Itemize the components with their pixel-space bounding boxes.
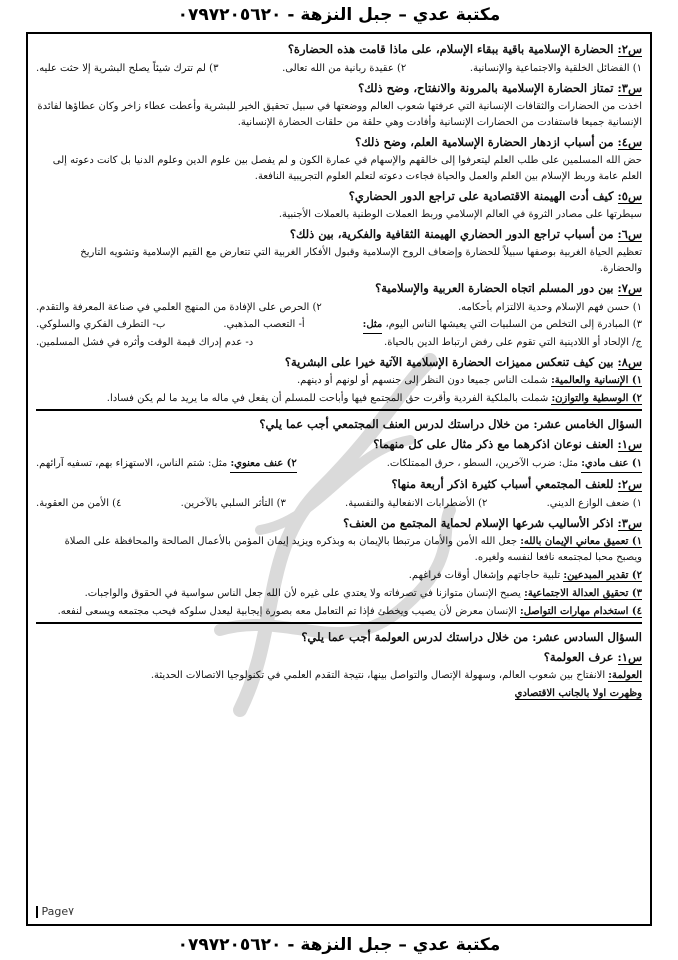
question-5: س٥: كيف أدت الهيمنة الاقتصادية على تراجع الدور الحضاري؟	[348, 189, 642, 203]
answer-q8-2: ٢) الوسطية والتوازن: شملت بالملكية الفردية وأقرت حق المجتمع فيها وأباحت للمسلم أن يفعل في ماله ما يريد ما لم يكن فسادا.	[106, 393, 642, 404]
violence-answers-q2: ١) ضعف الوازع الديني. ٢) الأضطرابات الانفعالية والنفسية. ٣) التأثر السلبي بالآخرين. ٤) الأمن من العقوبة.	[36, 498, 642, 509]
violence-answer-q3-3: ٣) تحقيق العدالة الاجتماعية: يصبح الإنسان متوازنا في تصرفاته ولا يعتدي على غيره لأن الله جعل الناس سواسية في الحقوق والواجبات.	[84, 588, 642, 599]
globalization-note: وظهرت اولا بالجانب الاقتصادي	[514, 688, 642, 699]
section-globalization	[36, 628, 642, 702]
page-number: Page٧	[36, 905, 96, 918]
section-civilization	[36, 40, 642, 411]
violence-answer-q3-1: ١) تعميق معاني الإيمان بالله: جعل الله الأمن والأمان مرتبطا بالإيمان به وبذكره ويزيد إيمان المؤمن بالأعمال الصالحة والمحافظة على الصلاة ويصبح محبا لمجتمعه نافعا لنفسه ولغيره.	[64, 536, 642, 563]
answer-q4: حض الله المسلمين على طلب العلم ليتعرفوا إلى خالقهم والإسهام في عمارة الكون و لم يفصل بين علوم الدين وعلوم الدنيا بل كانت دعوته إلى العلم عامة وربط الإسلام بين العلم والعمل والحياة فجاءت دعوته لتعلم العلوم التجريبية النافعة.	[52, 155, 642, 182]
footer-library-info: مكتبة عدي – جبل النزهة - ٠٧٩٧٢٠٥٦٢٠	[177, 935, 501, 955]
question-6: س٦: من أسباب تراجع الدور الحضاري الهيمنة الثقافية والفكرية، بين ذلك؟	[289, 227, 642, 241]
question-8: س٨: بين كيف تنعكس مميزات الحضارة الإسلامية الآتية خيرا على البشرية؟	[284, 355, 642, 369]
page-number-divider	[36, 906, 38, 918]
question-2: س٢: الحضارة الإسلامية باقية ببقاء الإسلام، على ماذا قامت هذه الحضارة؟	[287, 42, 642, 56]
question-3: س٣: تمتاز الحضارة الإسلامية بالمرونة والانفتاح، وضح ذلك؟	[358, 81, 642, 95]
header-library-info: مكتبة عدي – جبل النزهة - ٠٧٩٧٢٠٥٦٢٠	[177, 5, 501, 25]
question-4: س٤: من أسباب ازدهار الحضارة الإسلامية العلم، وضح ذلك؟	[355, 135, 642, 149]
answer-q6: تعظيم الحياة الغربية بوصفها سبيلاً للحضارة وإضعاف الروح الإسلامية وقبول الأفكار الغربية التي تتعارض مع القيم الإسلامية وتشويه التاريخ والحضارة.	[80, 247, 642, 274]
question-7: س٧: بين دور المسلم اتجاه الحضارة العربية والإسلامية؟	[375, 281, 642, 295]
answers-q7-line3: ج/ الإلحاد أو اللادينية التي تقوم على رفض ارتباط الدين بالحياة. د- عدم إدراك قيمة الوقت وأثره في فشل المسلمين.	[36, 337, 642, 348]
violence-question-1: س١: العنف نوعان اذكرهما مع ذكر مثال على كل منهما؟	[373, 437, 642, 451]
violence-answer-q3-4: ٤) استخدام مهارات التواصل: الإنسان معرض لأن يصيب ويخطئ فإذا تم التعامل معه بصورة إيجابية ليعدل سلوكه فيحب مجتمعه ويسعى لنفعه.	[57, 606, 642, 617]
section-title-globalization: السؤال السادس عشر: من خلال دراستك لدرس العولمة أجب عما يلي؟	[301, 630, 642, 644]
answer-q8-1: ١) الإنسانية والعالمية: شملت الناس جميعا دون النظر إلى جنسهم أو لونهم أو دينهم.	[296, 375, 642, 386]
answers-q7-line2: ٣) المبادرة إلى التخلص من السلبيات التي يعيشها الناس اليوم، مثل: أ- التعصب المذهبي. ب- التطرف الفكري والسلوكي.	[36, 316, 642, 334]
answers-q7-line1: ١) حسن فهم الإسلام وحدية الالتزام بأحكامه. ٢) الحرص على الإفادة من المنهج العلمي في صناعة المعرفة والتقدم.	[36, 302, 642, 313]
violence-question-3: س٣: اذكر الأساليب شرعها الإسلام لحماية المجتمع من العنف؟	[343, 516, 642, 530]
globalization-question-1: س١: عرف العولمة؟	[543, 650, 642, 664]
violence-question-2: س٢: للعنف المجتمعي أسباب كثيرة اذكر أربعة منها؟	[391, 477, 642, 491]
globalization-answer: العولمة: الانفتاح بين شعوب العالم، وسهولة الإتصال والتواصل بينها، نتيجة التقدم العلمي في تكنولوجيا الاتصالات الحديثة.	[150, 670, 642, 681]
section-violence	[36, 415, 642, 624]
violence-answers-q1: ١) عنف مادي: مثل: ضرب الآخرين، السطو ، حرق الممتلكات. ٢) عنف معنوي: مثل: شتم الناس، الاستهزاء بهم، تسفيه آرائهم.	[36, 455, 642, 473]
answer-q5: سيطرتها على مصادر الثروة في العالم الإسلامي وربط العملات الوطنية بالعملات الأجنبية.	[278, 209, 642, 220]
page-content	[26, 32, 652, 926]
answers-q2: ١) الفضائل الخلقية والاجتماعية والإنسانية. ٢) عقيدة ربانية من الله تعالى. ٣) لم تترك شيئاً يصلح البشرية إلا حثت عليه.	[36, 63, 642, 74]
violence-answer-q3-2: ٢) تقدير المبدعين: تلبية حاجاتهم وإشغال أوقات فراغهم.	[408, 570, 642, 581]
section-title-violence: السؤال الخامس عشر: من خلال دراستك لدرس العنف المجتمعي أجب عما يلي؟	[259, 417, 642, 431]
answer-q3: اخذت من الحضارات والثقافات الإنسانية التي عرفتها شعوب العالم ووضعتها في سبيل تحقيق الخير للبشرية وأعطت عطاء زاخر وكان عطاؤها لفائدة الإنسانية جميعا فاستفادت من الحضارات الإنسانية وأفادت وهي حلقة من حلقات الحضارة الإنسانية.	[37, 101, 642, 128]
